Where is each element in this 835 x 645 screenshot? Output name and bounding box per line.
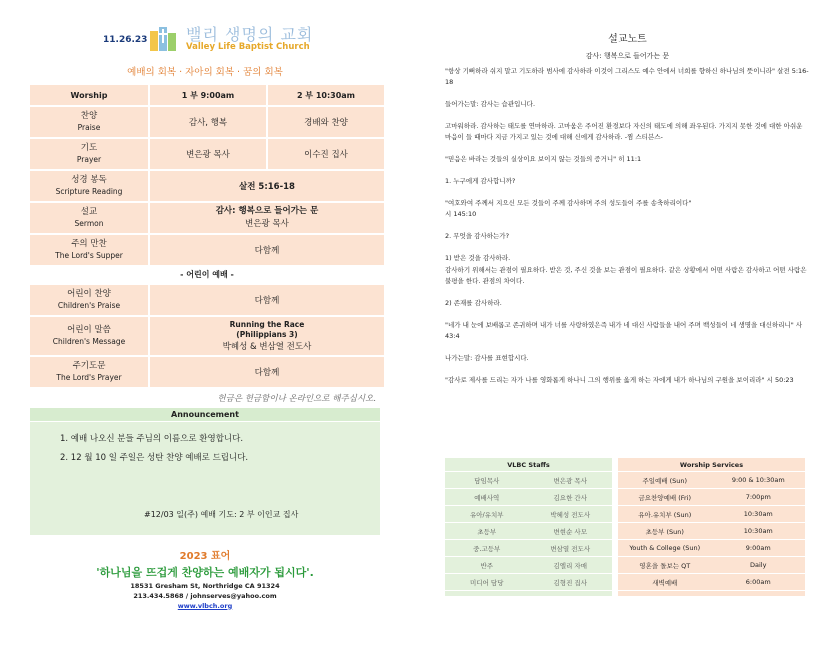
- address: 18531 Gresham St, Northridge CA 91324: [130, 582, 280, 590]
- service-name: 영혼을 돌보는 QT: [639, 561, 691, 570]
- staff-title: VLBC Staffs: [445, 458, 612, 472]
- note-paragraph: "여호와여 주께서 지으신 모든 것들이 주께 감사하며 주의 성도들이 주를 송축하리이다" 시 145:10: [445, 199, 692, 219]
- staff-name: 변은광 목사: [553, 476, 587, 485]
- label-en: Sermon: [74, 218, 104, 228]
- sermon-notes-title: 설교노트: [608, 34, 647, 45]
- table-row: [445, 472, 612, 489]
- next-prayer-note: #12/03 일(주) 예배 기도: 2 부 이인교 집사: [144, 510, 299, 519]
- label-en: The Lord's Prayer: [56, 372, 122, 382]
- staff-name: 김형진 집사: [553, 578, 587, 587]
- staff-role: 중.고등부: [473, 544, 501, 553]
- service-time: 10:30am: [743, 527, 773, 535]
- table-row: [445, 506, 612, 523]
- children-message-value: [150, 317, 384, 355]
- service-time: Daily: [750, 561, 767, 569]
- motto-year: 2023 표어: [179, 551, 231, 562]
- service-time: 9:00 & 10:30am: [731, 476, 785, 484]
- table-row: [445, 574, 612, 591]
- sermon-preacher: 변은광 목사: [245, 219, 289, 229]
- offering-note: 헌금은 헌금함이나 온라인으로 해주십시오.: [217, 394, 376, 404]
- label-en: Children's Praise: [57, 300, 121, 310]
- bulletin-header: [30, 18, 380, 56]
- label-kr: 어린이 말씀: [67, 325, 111, 336]
- label-kr: 기도: [80, 143, 98, 154]
- church-name-korean: 밸리 생명의 교회: [186, 25, 314, 44]
- praise-first: 감사, 행복: [150, 107, 266, 137]
- label-en: Praise: [77, 122, 101, 132]
- table-row: [445, 523, 612, 540]
- staff-name: 김요한 간사: [553, 493, 587, 502]
- sermon-title: 감사: 행복으로 들어가는 문: [215, 206, 319, 217]
- staff-role: 유아/유치부: [469, 510, 504, 519]
- bulletin-date: 11.26.23: [103, 35, 148, 45]
- worship-order-table: [30, 85, 380, 387]
- label-kr: 찬양: [80, 111, 98, 122]
- announcement-body: [30, 422, 380, 535]
- staff-role: 반주: [480, 561, 494, 570]
- label-en: Scripture Reading: [55, 186, 123, 196]
- announcement-title: Announcement: [30, 408, 380, 422]
- note-paragraph: 나가는말: 감사를 표현합시다.: [445, 353, 529, 362]
- lords-prayer-value: 다함께: [150, 357, 384, 387]
- lords-prayer-label: [30, 357, 148, 387]
- sermon-value: [150, 203, 384, 233]
- label-en: Children's Message: [52, 336, 126, 346]
- contact-info: [30, 582, 380, 611]
- announcement-item: 2. 12 월 10 일 주일은 성탄 찬양 예배로 드립니다.: [60, 453, 249, 463]
- table-row: [445, 489, 612, 506]
- service-time: 9:00am: [745, 544, 771, 552]
- table-row: [618, 540, 805, 557]
- service-name: 새벽예배: [652, 578, 678, 587]
- note-paragraph: "믿음은 바라는 것들의 실상이요 보이지 않는 것들의 증거니" 히 11:1: [445, 155, 642, 164]
- label-kr: 주의 만찬: [71, 239, 107, 250]
- staff-name: 변삼열 전도사: [550, 544, 591, 553]
- table-row: [618, 574, 805, 591]
- sermon-notes-subtitle: 감사: 행복으로 들어가는 문: [585, 52, 670, 60]
- scripture-value: 살전 5:16-18: [150, 171, 384, 201]
- message-preachers: 박혜성 & 변삼열 전도사: [222, 342, 312, 353]
- website-link[interactable]: www.vlbch.org: [177, 601, 233, 610]
- header-first-service: 1 부 9:00am: [150, 85, 266, 105]
- note-paragraph: "네가 내 눈에 보배롭고 존귀하며 내가 너를 사랑하였은즉 내가 네 대신 사람들을 내어 주며 백성들이 네 생명을 대신하리니" 사 43:4: [445, 320, 803, 340]
- services-title: Worship Services: [618, 458, 805, 472]
- service-name: 금요찬양예배 (Fri): [638, 493, 692, 502]
- note-paragraph: 들어가는말: 감사는 습관입니다.: [445, 100, 536, 109]
- header-second-service: 2 부 10:30am: [268, 85, 384, 105]
- lords-supper-value: 다함께: [150, 235, 384, 265]
- label-en: Prayer: [76, 154, 102, 164]
- staff-table: [445, 458, 612, 596]
- prayer-first: 변은광 목사: [150, 139, 266, 169]
- service-time: 10:30am: [743, 510, 773, 518]
- table-row: [618, 489, 805, 506]
- staff-role: 예배사역: [474, 493, 500, 502]
- label-kr: 성경 봉독: [71, 175, 107, 186]
- note-paragraph: 1. 누구에게 감사합니까?: [445, 177, 516, 186]
- staff-name: 박혜성 전도사: [550, 510, 591, 519]
- service-name: 유아.유치부 (Sun): [638, 510, 692, 519]
- message-ref: (Philippians 3): [236, 330, 298, 339]
- table-row: [618, 472, 805, 489]
- phone-email: 213.434.5868 / johnserves@yahoo.com: [133, 591, 277, 600]
- staff-name: 김엘리 자매: [553, 561, 587, 570]
- header-worship: Worship: [30, 85, 148, 105]
- bulletin-left-page: [30, 18, 380, 611]
- note-paragraph: "감사로 제사를 드리는 자가 나를 영화롭게 하나니 그의 행위를 옳게 하는 자에게 내가 하나님의 구원을 보이리라" 시 50:23: [445, 375, 794, 384]
- children-praise-label: [30, 285, 148, 315]
- sermon-notes: [445, 30, 810, 397]
- sermon-label: [30, 203, 148, 233]
- service-name: 초등부 (Sun): [645, 527, 684, 536]
- note-paragraph: "항상 기뻐하라 쉬지 말고 기도하라 범사에 감사하라 이것이 그리스도 예수 안에서 너희를 향하신 하나님의 뜻이니라" 살전 5:16-18: [445, 67, 809, 87]
- praise-second: 경배와 찬양: [268, 107, 384, 137]
- message-title: Running the Race: [229, 319, 305, 329]
- table-row: [618, 506, 805, 523]
- service-time: 7:00pm: [745, 493, 771, 501]
- label-kr: 어린이 찬양: [67, 289, 111, 300]
- note-paragraph: 1) 받은 것을 감사하라. 감사하기 위해서는 관점이 필요하다. 받은 것, 주신 것을 보는 관점이 필요하다. 같은 상황에서 어떤 사람은 감사하고 어떤 사람은 불평을 한다. 관점의 차이다.: [445, 254, 807, 285]
- note-paragraph: 고마워하라. 감사하는 태도를 연마하라. 고마움은 주어진 환경보다 자신의 태도에 의해 좌우된다. 가지지 못한 것에 대한 아쉬운 마음이 들 때마다 지금 가지고 있는 것에 대해 신에게 감사하라. -찜 스티븐스-: [445, 122, 803, 142]
- table-row: [445, 540, 612, 557]
- announcement-list: [60, 432, 248, 470]
- staff-role: 미디어 담당: [470, 578, 504, 587]
- table-row: [618, 523, 805, 540]
- praise-label: [30, 107, 148, 137]
- label-kr: 주기도문: [72, 361, 106, 372]
- table-row: [618, 557, 805, 574]
- scripture-label: [30, 171, 148, 201]
- prayer-second: 이수진 집사: [268, 139, 384, 169]
- staff-role: 담임목사: [474, 476, 500, 485]
- slogan: 예배의 회복 · 자아의 회복 · 꿈의 회복: [127, 67, 283, 78]
- service-time: 6:00am: [745, 578, 771, 586]
- label-kr: 설교: [80, 207, 98, 218]
- church-name-english: Valley Life Baptist Church: [186, 42, 310, 52]
- staff-role: 초등부: [477, 527, 497, 536]
- staff-name: 변현순 사모: [553, 527, 587, 536]
- label-en: The Lord's Supper: [55, 250, 123, 260]
- service-name: 주일예배 (Sun): [642, 476, 688, 485]
- note-paragraph: 2) 존재를 감사하라.: [445, 298, 502, 307]
- table-row: [445, 557, 612, 574]
- motto-text: '하나님을 뜨겁게 찬양하는 예배자가 됩시다'.: [96, 566, 314, 579]
- children-praise-value: 다함께: [150, 285, 384, 315]
- children-message-label: [30, 317, 148, 355]
- children-worship-title: - 어린이 예배 -: [30, 267, 384, 283]
- announcement-item: 1. 예배 나오신 분들 주님의 이름으로 환영합니다.: [60, 434, 244, 444]
- note-paragraph: 2. 무엇을 감사하는가?: [445, 232, 510, 241]
- prayer-label: [30, 139, 148, 169]
- church-logo-icon: [148, 23, 178, 53]
- service-name: Youth & College (Sun): [629, 544, 701, 552]
- lords-supper-label: [30, 235, 148, 265]
- services-table: [618, 458, 805, 596]
